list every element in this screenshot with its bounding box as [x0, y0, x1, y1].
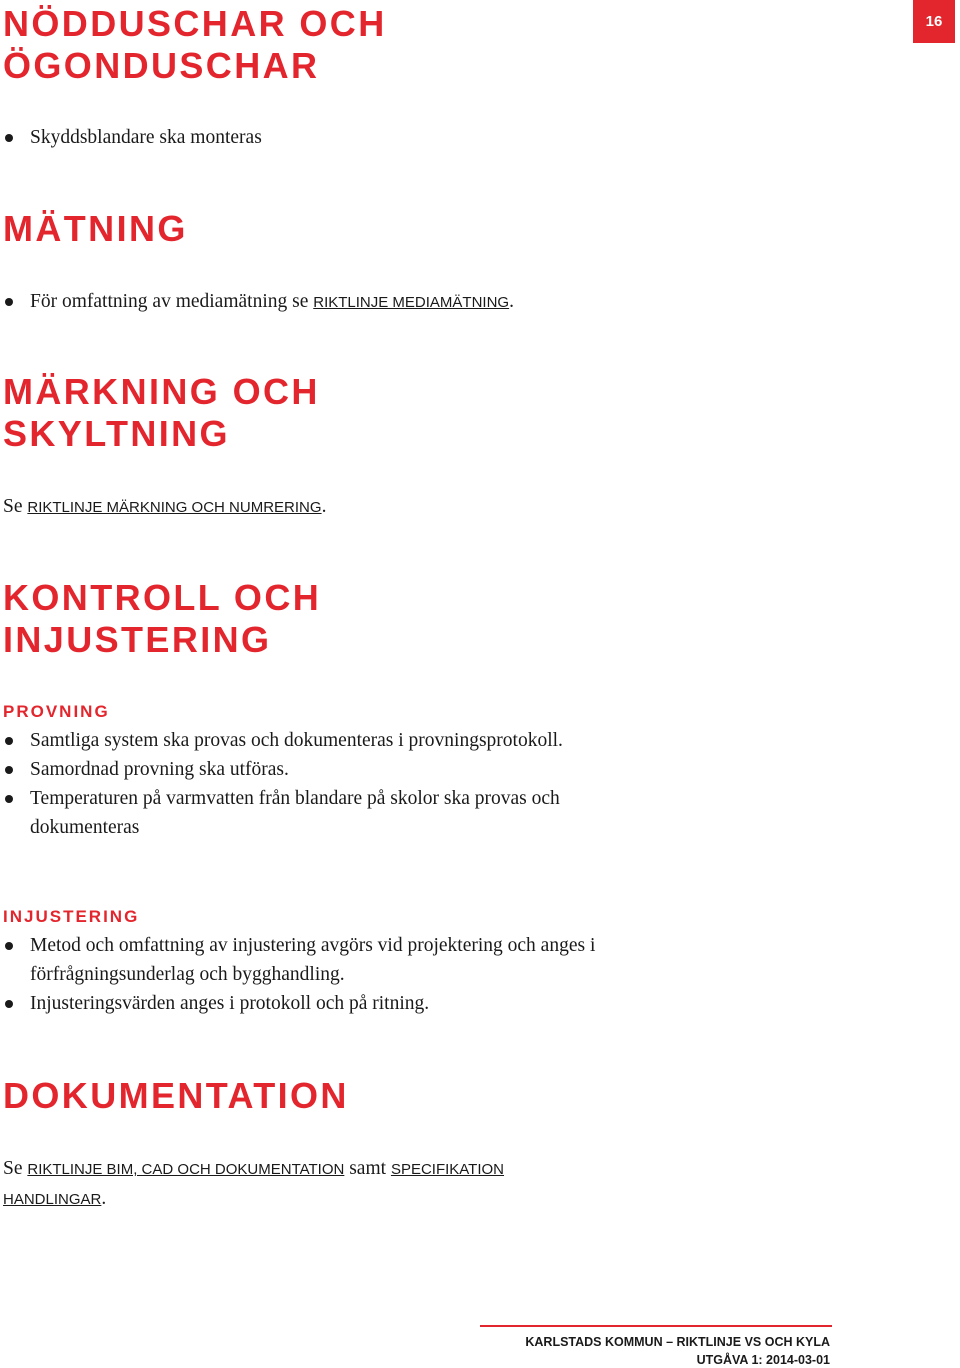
paragraph-text: Se	[3, 496, 28, 517]
list-item	[0, 726, 620, 755]
subheading-injustering: INJUSTERING	[3, 907, 140, 926]
heading-line: SKYLTNING	[3, 413, 230, 454]
heading-line: KONTROLL OCH	[3, 577, 322, 618]
heading-line: ÖGONDUSCHAR	[3, 45, 320, 86]
bullet-icon	[5, 737, 13, 745]
heading-nodduschar	[3, 3, 387, 87]
heading-line: NÖDDUSCHAR OCH	[3, 3, 387, 44]
list-item	[0, 755, 620, 784]
list-item-text: Skyddsblandare ska monteras	[30, 127, 262, 148]
bullet-list-injustering	[0, 931, 620, 1018]
bullet-icon	[5, 298, 13, 306]
heading-markning	[3, 371, 320, 455]
list-item-text: Metod och omfattning av injustering avgörs vid projektering och anges i förfrågningsunderlag och bygghandling.	[30, 935, 596, 985]
list-item	[0, 784, 620, 842]
heading-kontroll	[3, 577, 321, 661]
bullet-list-matning	[0, 287, 620, 317]
list-item-text: För omfattning av mediamätning se	[30, 291, 314, 312]
bullet-icon	[5, 942, 13, 950]
punctuation: .	[509, 291, 514, 312]
link-specifikation-handlingar[interactable]: SPECIFIKATION HANDLINGAR	[3, 1161, 505, 1208]
list-item	[0, 989, 620, 1018]
paragraph-text: Se	[3, 1158, 28, 1179]
paragraph-markning	[3, 492, 603, 522]
list-item	[0, 931, 620, 989]
list-item-text: Temperaturen på varmvatten från blandare på skolor ska provas och dokumenteras	[30, 788, 560, 838]
list-item-text: Samtliga system ska provas och dokumenteras i provningsprotokoll.	[30, 730, 563, 751]
page-number-badge: 16	[913, 0, 955, 43]
bullet-icon	[5, 134, 13, 142]
bullet-list-provning	[0, 726, 620, 842]
heading-line: INJUSTERING	[3, 619, 272, 660]
list-item	[0, 287, 620, 317]
footer-edition: UTGÅVA 1: 2014-03-01	[696, 1353, 830, 1367]
heading-line: MÄRKNING OCH	[3, 371, 320, 412]
bullet-list-nodduschar	[0, 123, 620, 152]
list-item	[0, 123, 620, 152]
punctuation: .	[101, 1188, 107, 1209]
paragraph-dokumentation	[3, 1154, 563, 1214]
bullet-icon	[5, 795, 13, 803]
bullet-icon	[5, 766, 13, 774]
list-item-text: Injusteringsvärden anges i protokoll och på ritning.	[30, 993, 430, 1014]
heading-matning: MÄTNING	[3, 208, 188, 249]
paragraph-text: samt	[344, 1158, 391, 1179]
punctuation: .	[321, 496, 327, 517]
heading-dokumentation: DOKUMENTATION	[3, 1075, 349, 1116]
subheading-provning: PROVNING	[3, 702, 110, 721]
link-riktlinje-mediamatning[interactable]: RIKTLINJE MEDIAMÄTNING	[313, 294, 510, 311]
link-riktlinje-markning[interactable]: RIKTLINJE MÄRKNING OCH NUMRERING	[27, 499, 322, 516]
link-riktlinje-bim[interactable]: RIKTLINJE BIM, CAD OCH DOKUMENTATION	[27, 1161, 345, 1178]
bullet-icon	[5, 1000, 13, 1008]
list-item-text: Samordnad provning ska utföras.	[30, 759, 289, 780]
footer-title: KARLSTADS KOMMUN – RIKTLINJE VS OCH KYLA	[525, 1335, 830, 1349]
footer-divider	[480, 1325, 832, 1327]
